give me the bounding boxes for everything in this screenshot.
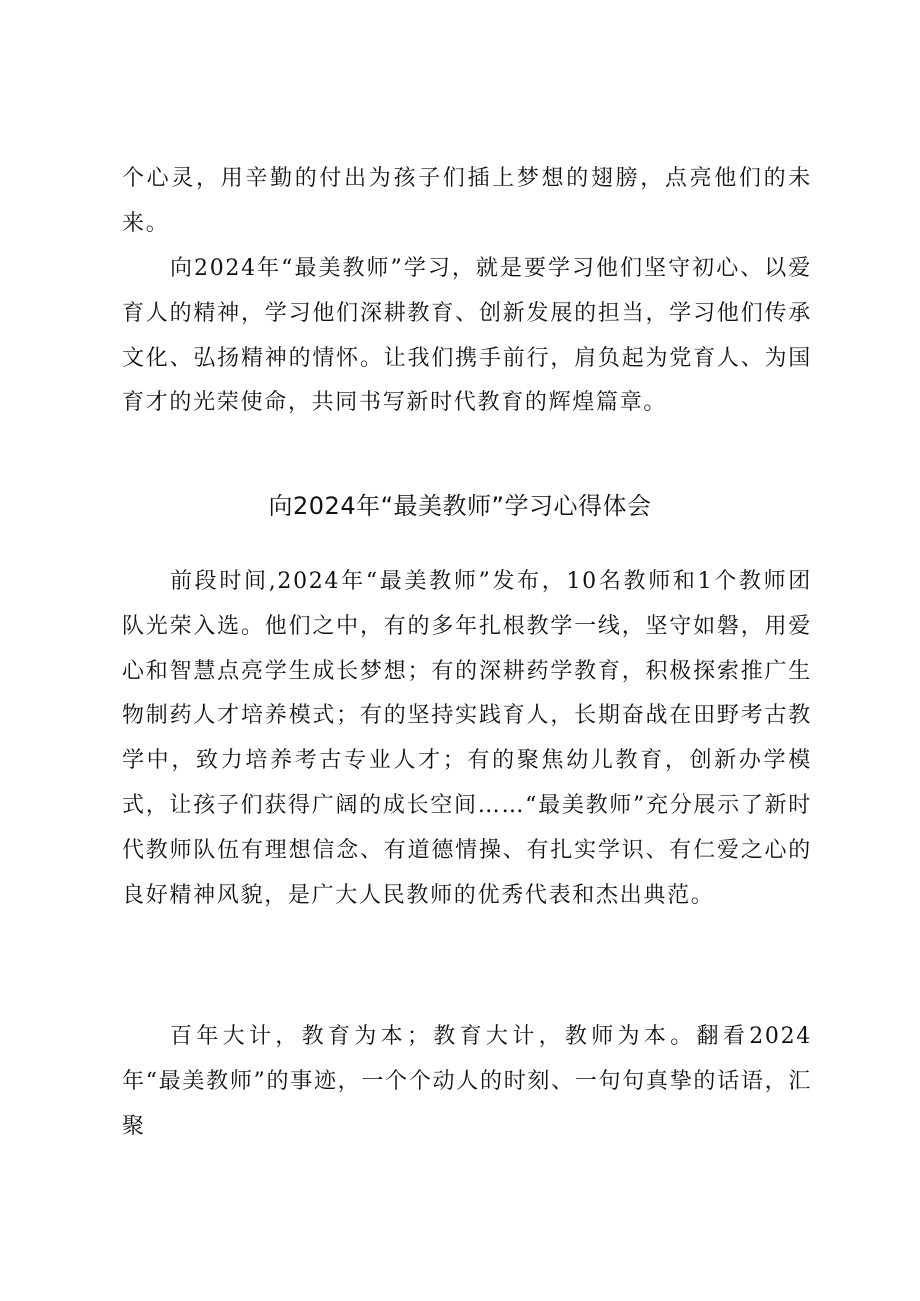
article-title: 向2024年“最美教师”学习心得体会 — [268, 492, 652, 520]
article-paragraph-second: 百年大计，教育为本；教育大计，教师为本。翻看2024年“最美教师”的事迹，一个个动人的时刻、一句句真挚的话语，汇聚 — [122, 1024, 812, 1139]
article-paragraph-intro: 前段时间,2024年“最美教师”发布，10名教师和1个教师团队光荣入选。他们之中，有的多年扎根教学一线，坚守如磐，用爱心和智慧点亮学生成长梦想；有的深耕药学教育，积极探索推广生物制药人才培养模式；有的坚持实践育人，长期奋战在田野考古教学中，致力培养考古专业人才；有的聚焦幼儿教育，创新办学模式，让孩子们获得广阔的成长空间……“最美教师”充分展示了新时代教师队伍有理想信念、有道德情操、有扎实学识、有仁爱之心的良好精神风貌，是广大人民教师的优秀代表和杰出典范。 — [122, 569, 812, 908]
continued-paragraph: 个心灵，用辛勤的付出为孩子们插上梦想的翅膀，点亮他们的未来。 — [122, 166, 812, 236]
closing-paragraph: 向2024年“最美教师”学习，就是要学习他们坚守初心、以爱育人的精神，学习他们深耕教育、创新发展的担当，学习他们传承文化、弘扬精神的情怀。让我们携手前行，肩负起为党育人、为国育才的光荣使命，共同书写新时代教育的辉煌篇章。 — [122, 256, 812, 416]
